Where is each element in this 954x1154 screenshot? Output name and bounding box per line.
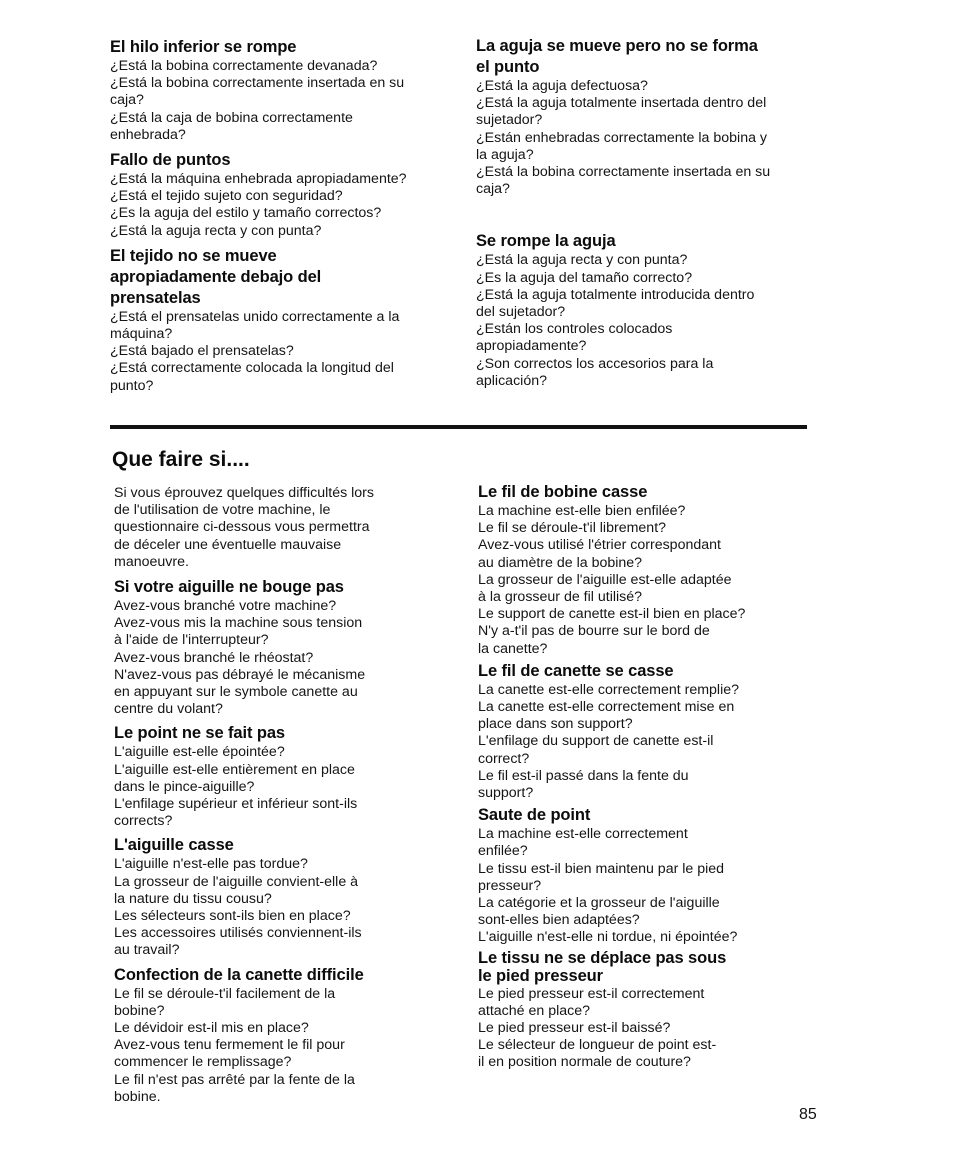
text-line: commencer le remplissage? <box>114 1054 292 1071</box>
text-line: La catégorie et la grosseur de l'aiguille <box>478 895 720 912</box>
text-line: ¿Está la aguja totalmente insertada dentro del <box>476 95 767 112</box>
heading: Le point ne se fait pas <box>114 724 285 743</box>
text-line: ¿Está bajado el prensatelas? <box>110 343 294 360</box>
es-right-column <box>476 36 821 390</box>
text-line: Si vous éprouvez quelques difficultés lors <box>114 485 374 501</box>
heading: apropiadamente debajo del <box>110 267 322 286</box>
text-line: attaché en place? <box>478 1002 591 1019</box>
section-aiguille-casse <box>114 835 454 959</box>
section-se-rompe-aguja <box>476 231 821 390</box>
text-line: sont-elles bien adaptées? <box>478 912 640 929</box>
text-line: ¿Está la máquina enhebrada apropiadamente? <box>110 171 407 188</box>
text-line: au travail? <box>114 942 180 959</box>
text-line: en appuyant sur le symbole canette au <box>114 684 358 701</box>
text-line: La machine est-elle correctement <box>478 826 688 843</box>
text-line: L'aiguille est-elle entièrement en place <box>114 761 355 778</box>
text-line: caja? <box>476 181 510 198</box>
text-line: Le support de canette est-il bien en place? <box>478 606 746 623</box>
text-line: ¿Está la aguja recta y con punta? <box>110 222 322 239</box>
page-number: 85 <box>799 1106 817 1123</box>
text-line: dans le pince-aiguille? <box>114 778 255 795</box>
text-line: La canette est-elle correctement mise en <box>478 699 735 716</box>
text-line: caja? <box>110 92 144 109</box>
text-line: ¿Es la aguja del estilo y tamaño correctos? <box>110 205 382 222</box>
text-line: N'avez-vous pas débrayé le mécanisme <box>114 666 366 683</box>
heading: Le fil de canette se casse <box>478 661 674 680</box>
text-line: à la grosseur de fil utilisé? <box>478 589 643 606</box>
fr-left-column <box>114 485 454 1106</box>
text-line: Le sélecteur de longueur de point est- <box>478 1037 717 1054</box>
section-tejido-no-se-mueve <box>110 246 455 395</box>
text-line: Le tissu est-il bien maintenu par le pied <box>478 860 725 877</box>
heading: prensatelas <box>110 288 201 307</box>
heading: Se rompe la aguja <box>476 232 616 251</box>
text-line: Avez-vous branché votre machine? <box>114 598 337 615</box>
text-line: ¿Está correctamente colocada la longitud del <box>110 360 394 377</box>
text-line: Avez-vous tenu fermement le fil pour <box>114 1037 345 1054</box>
heading: La aguja se mueve pero no se forma <box>476 37 758 55</box>
text-line: la aguja? <box>476 146 534 163</box>
section-aiguille-ne-bouge <box>114 577 454 718</box>
text-line: Les accessoires utilisés conviennent-ils <box>114 925 362 942</box>
text-line: Les sélecteurs sont-ils bien en place? <box>114 908 351 925</box>
text-line: Avez-vous utilisé l'étrier correspondant <box>478 537 721 554</box>
text-line: ¿Está la aguja totalmente introducida dentro <box>476 286 755 303</box>
text-line: N'y a-t'il pas de bourre sur le bord de <box>478 623 710 640</box>
text-line: enhebrada? <box>110 126 186 143</box>
text-line: ¿Está la caja de bobina correctamente <box>110 109 353 126</box>
text-line: máquina? <box>110 326 173 343</box>
intro-paragraph <box>114 485 454 571</box>
section-divider <box>110 425 807 429</box>
text-line: aplicación? <box>476 372 547 389</box>
section-saute-de-point <box>478 805 823 946</box>
heading: Confection de la canette difficile <box>114 965 364 984</box>
text-line: à l'aide de l'interrupteur? <box>114 632 269 649</box>
text-line: sujetador? <box>476 112 543 129</box>
es-left-column <box>110 37 455 395</box>
text-line: ¿Están los controles colocados <box>476 321 673 338</box>
text-line: punto? <box>110 377 154 394</box>
section-point-ne-se-fait <box>114 723 454 830</box>
heading: el punto <box>476 58 540 76</box>
text-line: ¿Está el tejido sujeto con seguridad? <box>110 188 343 205</box>
section-aguja-se-mueve <box>476 36 821 198</box>
text-line: Le pied presseur est-il baissé? <box>478 1020 671 1037</box>
text-line: de l'utilisation de votre machine, le <box>114 502 331 519</box>
text-line: ¿Están enhebradas correctamente la bobina y <box>476 129 768 146</box>
section-fil-bobine-casse <box>478 482 823 658</box>
text-line: correct? <box>478 750 530 767</box>
text-line: apropiadamente? <box>476 338 587 355</box>
text-line: La machine est-elle bien enfilée? <box>478 503 686 519</box>
text-line: support? <box>478 785 534 802</box>
text-line: questionnaire ci-dessous vous permettra <box>114 519 370 536</box>
text-line: place dans son support? <box>478 716 633 733</box>
section-fil-canette-casse <box>478 661 823 802</box>
text-line: L'enfilage du support de canette est-il <box>478 733 714 750</box>
text-line: enfilée? <box>478 843 528 860</box>
heading: Le fil de bobine casse <box>478 483 648 501</box>
text-line: la canette? <box>478 640 548 657</box>
text-line: bobine. <box>114 1088 161 1105</box>
text-line: Avez-vous mis la machine sous tension <box>114 615 363 632</box>
heading: Le tissu ne se déplace pas sous <box>478 948 727 967</box>
heading: le pied presseur <box>478 966 603 985</box>
text-line: L'aiguille est-elle épointée? <box>114 744 285 761</box>
section-fallo-puntos <box>110 150 455 240</box>
text-line: Le fil se déroule-t'il librement? <box>478 520 667 537</box>
section-hilo-inferior <box>110 37 455 144</box>
text-line: L'enfilage supérieur et inférieur sont-ils <box>114 796 358 813</box>
text-line: ¿Son correctos los accesorios para la <box>476 355 714 372</box>
text-line: ¿Está la aguja defectuosa? <box>476 78 648 94</box>
page-title: Que faire si.... <box>112 448 250 471</box>
text-line: au diamètre de la bobine? <box>478 554 643 571</box>
text-line: ¿Es la aguja del tamaño correcto? <box>476 269 693 286</box>
text-line: Le fil se déroule-t'il facilement de la <box>114 985 336 1002</box>
section-confection-canette <box>114 965 454 1106</box>
text-line: L'aiguille n'est-elle ni tordue, ni épointée? <box>478 929 738 946</box>
text-line: ¿Está la bobina correctamente insertada en su <box>476 164 771 181</box>
text-line: ¿Está el prensatelas unido correctamente a la <box>110 308 400 325</box>
text-line: Le pied presseur est-il correctement <box>478 985 705 1002</box>
heading: El tejido no se mueve <box>110 246 277 265</box>
fr-right-column <box>478 482 823 1072</box>
text-line: ¿Está la aguja recta y con punta? <box>476 252 688 269</box>
text-line: L'aiguille n'est-elle pas tordue? <box>114 856 308 873</box>
heading: Fallo de puntos <box>110 151 231 170</box>
text-line: La grosseur de l'aiguille est-elle adaptée <box>478 571 732 588</box>
text-line: la nature du tissu cousu? <box>114 890 272 907</box>
text-line: manoeuvre. <box>114 553 189 570</box>
heading: El hilo inferior se rompe <box>110 38 297 56</box>
text-line: Le fil est-il passé dans la fente du <box>478 767 689 784</box>
section-tissu-ne-se-deplace <box>478 950 823 1072</box>
text-line: La grosseur de l'aiguille convient-elle à <box>114 873 359 890</box>
text-line: La canette est-elle correctement remplie? <box>478 681 740 698</box>
text-line: Avez-vous branché le rhéostat? <box>114 649 314 666</box>
text-line: del sujetador? <box>476 304 566 321</box>
text-line: il en position normale de couture? <box>478 1054 691 1071</box>
text-line: bobine? <box>114 1002 165 1019</box>
text-line: ¿Está la bobina correctamente devanada? <box>110 58 378 74</box>
text-line: centre du volant? <box>114 701 223 718</box>
heading: Si votre aiguille ne bouge pas <box>114 578 344 597</box>
heading: Saute de point <box>478 806 591 825</box>
text-line: presseur? <box>478 877 542 894</box>
text-line: ¿Está la bobina correctamente insertada en su <box>110 75 405 92</box>
text-line: Le fil n'est pas arrêté par la fente de la <box>114 1071 355 1088</box>
text-line: Le dévidoir est-il mis en place? <box>114 1020 309 1037</box>
text-line: de déceler une éventuelle mauvaise <box>114 536 342 553</box>
text-line: corrects? <box>114 813 173 830</box>
heading: L'aiguille casse <box>114 836 234 855</box>
